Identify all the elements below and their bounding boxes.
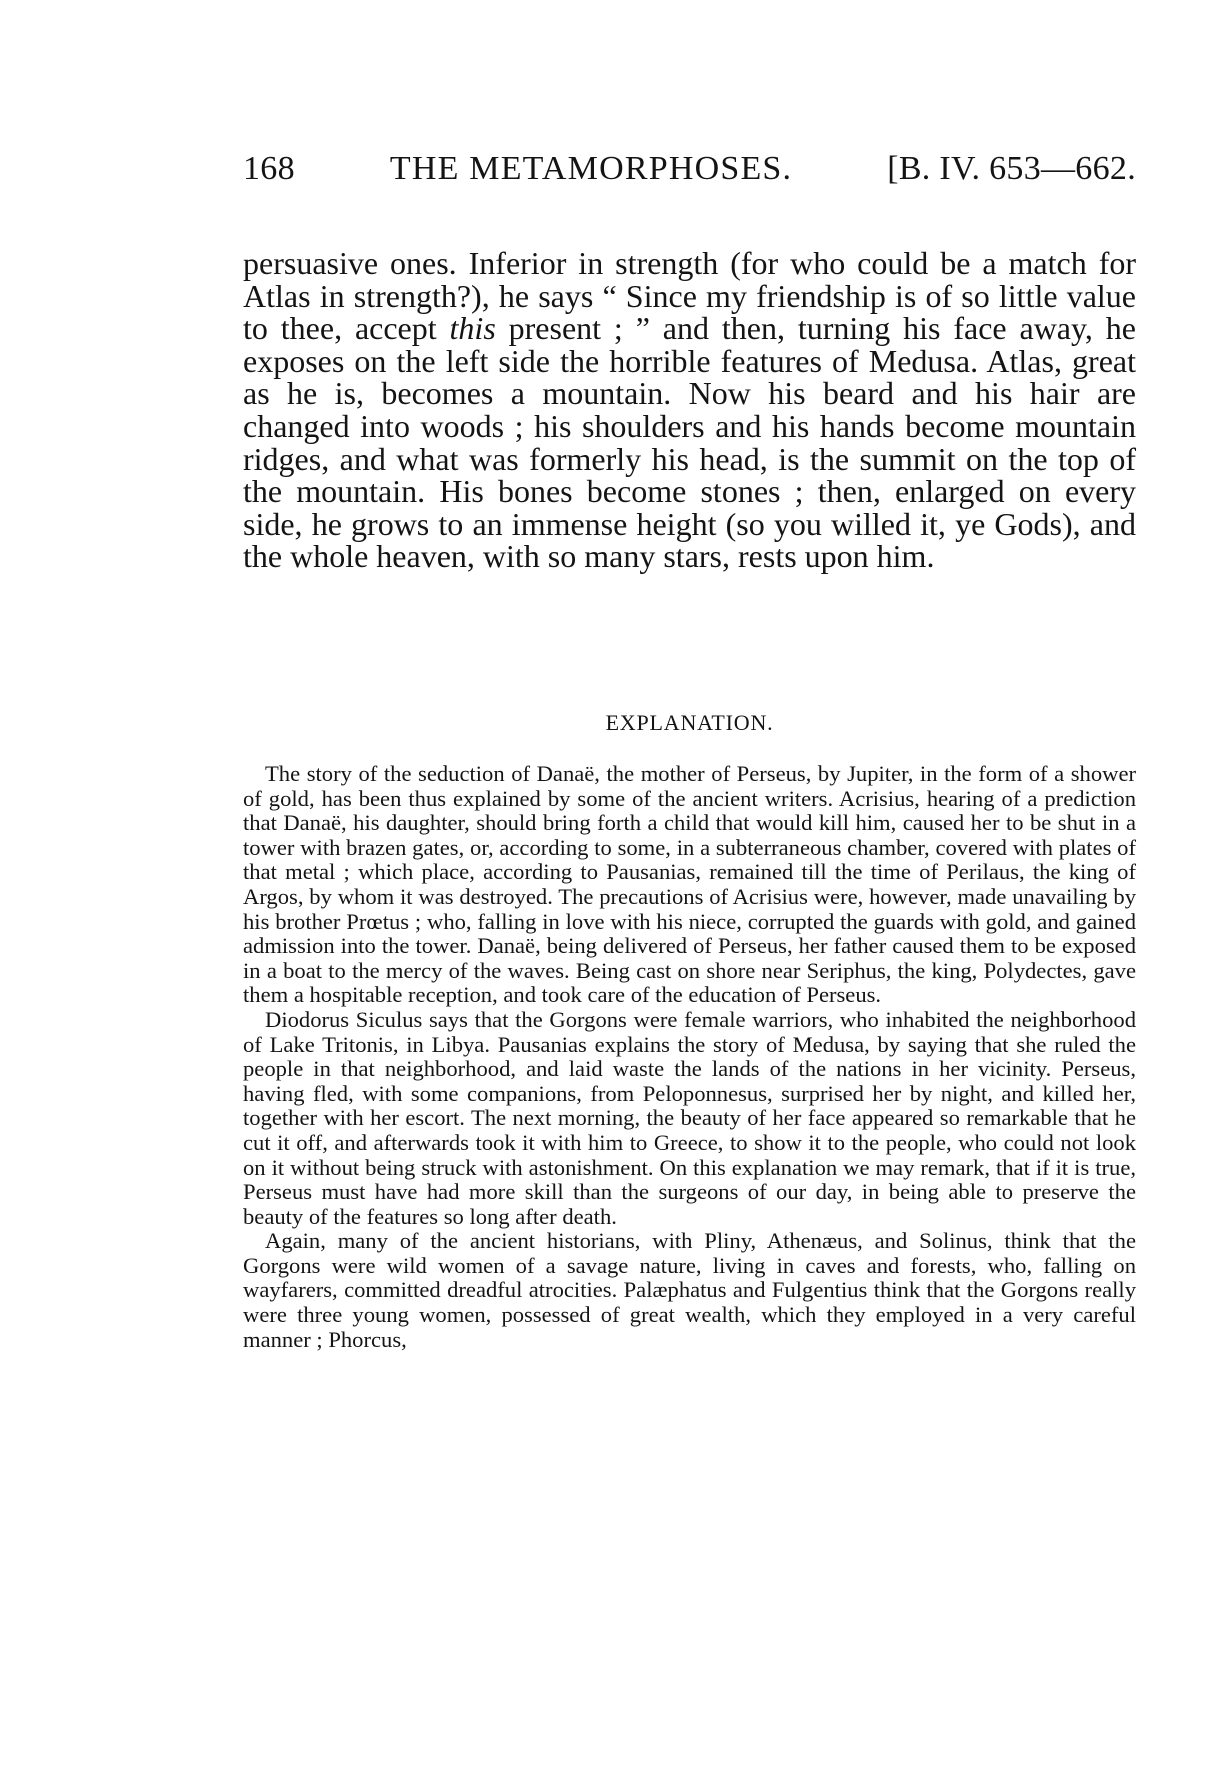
running-header — [243, 150, 1136, 188]
page-number: 168 — [243, 150, 295, 187]
main-paragraph — [243, 247, 1136, 573]
explanation-paragraph: The story of the seduction of Danaë, the mother of Perseus, by Jupiter, in the form of a shower of gold, has been thus explained by some of the ancient writers. Acrisius, hearing of a prediction that Danaë, his daughter, should bring forth a child that would kill him, caused her to be shut in a tower with brazen gates, or, according to some, in a subterraneous chamber, covered with plates of that metal ; which place, according to Pausanias, remained till the time of Perilaus, the king of Argos, by whom it was destroyed. The precautions of Acrisius were, however, made unavailing by his brother Prœtus ; who, falling in love with his niece, corrupted the guards with gold, and gained admission into the tower. Danaë, being delivered of Perseus, her father caused them to be exposed in a boat to the mercy of the waves. Being cast on shore near Seriphus, the king, Polydectes, gave them a hospitable reception, and took care of the education of Perseus. — [243, 761, 1136, 1008]
explanation-paragraph: Again, many of the ancient historians, with Pliny, Athenæus, and Solinus, think that the Gorgons were wild women of a savage nature, living in caves and forests, who, falling on wayfarers, committed dreadful atrocities. Palæphatus and Fulgentius think that the Gorgons really were three young women, possessed of great wealth, which they employed in a very careful manner ; Phorcus, — [243, 1228, 1136, 1352]
section-reference: [B. IV. 653—662. — [887, 150, 1136, 187]
main-text-italic: this — [449, 310, 496, 347]
main-text-part-1: persuasive ones. Inferior in strength (for who could be a match for Atlas in strength?), he says “ Since my friendship is of so little value to thee, accept — [243, 245, 1136, 347]
book-title: THE METAMORPHOSES. — [389, 150, 793, 187]
explanation-paragraph: Diodorus Siculus says that the Gorgons were female warriors, who inhabited the neighborhood of Lake Tritonis, in Libya. Pausanias explains the story of Medusa, by saying that she ruled the people in that neighborhood, and laid waste the lands of the nations in her vicinity. Perseus, having fled, with some companions, from Peloponnesus, surprised her by night, and killed her, together with her escort. The next morning, the beauty of her face appeared so remarkable that he cut it off, and afterwards took it with him to Greece, to show it to the people, who could not look on it without being struck with astonishment. On this explanation we may remark, that if it is true, Perseus must have had more skill than the surgeons of our day, in being able to preserve the beauty of the features so long after death. — [243, 1006, 1136, 1229]
explanation-notes — [243, 762, 1136, 1352]
main-text-part-2: present ; ” and then, turning his face away, he exposes on the left side the horrible features of Medusa. Atlas, great as he is, becomes a mountain. Now his beard and his hair are changed into woods ; his shoulders and his hands become mountain ridges, and what was formerly his head, is the summit on the top of the mountain. His bones become stones ; then, enlarged on every side, he grows to an immense height (so you willed it, ye Gods), and the whole heaven, with so many stars, rests upon him. — [243, 310, 1137, 575]
section-heading: EXPLANATION. — [605, 710, 774, 735]
